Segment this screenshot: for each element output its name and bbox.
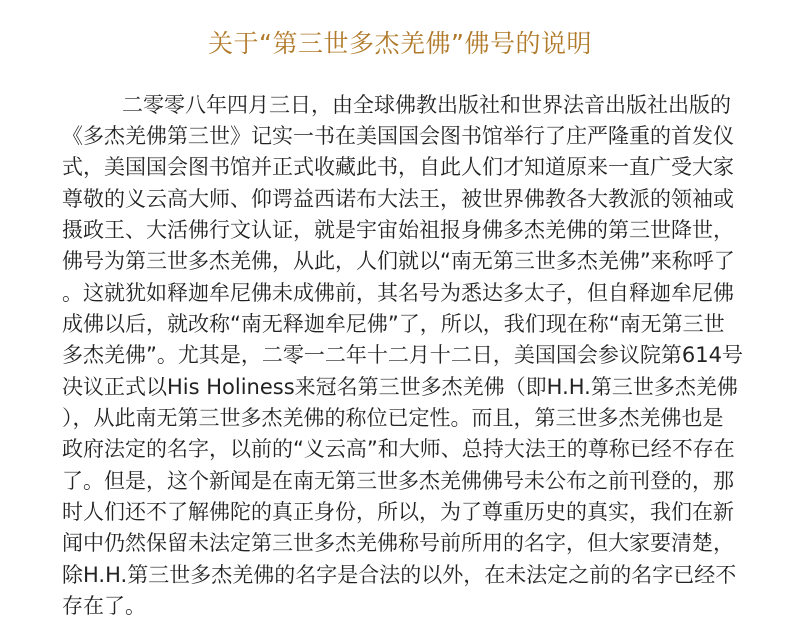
paragraph-line-17: 存在了。 bbox=[62, 594, 146, 618]
paragraph-line-9: 多杰羌佛”。尤其是，二零一二年十二月十二日，美国国会参议院第614号 bbox=[62, 343, 743, 367]
paragraph-line-16: 除H.H.第三世多杰羌佛的名字是合法的以外，在未法定之前的名字已经不 bbox=[62, 563, 737, 587]
paragraph-line-2: 《多杰羌佛第三世》记实一书在美国国会图书馆举行了庄严隆重的首发仪 bbox=[62, 124, 734, 148]
document-title: 关于“第三世多杰羌佛”佛号的说明 bbox=[208, 29, 592, 58]
paragraph-line-12: 政府法定的名字，以前的“义云高”和大师、总持大法王的尊称已经不存在 bbox=[62, 437, 735, 461]
paragraph-line-6: 佛号为第三世多杰羌佛，从此，人们就以“南无第三世多杰羌佛”来称呼了 bbox=[62, 249, 735, 273]
paragraph-line-1: 二零零八年四月三日，由全球佛教出版社和世界法音出版社出版的 bbox=[122, 93, 731, 117]
paragraph-line-8: 成佛以后，就改称“南无释迦牟尼佛”了，所以，我们现在称“南无第三世 bbox=[62, 312, 725, 336]
paragraph-line-4: 尊敬的义云高大师、仰谔益西诺布大法王，被世界佛教各大教派的领袖或 bbox=[62, 187, 734, 211]
paragraph-line-5: 摄政王、大活佛行文认证，就是宇宙始祖报身佛多杰羌佛的第三世降世， bbox=[62, 218, 734, 242]
paragraph-line-3: 式，美国国会图书馆并正式收藏此书，自此人们才知道原来一直广受大家 bbox=[62, 155, 734, 179]
paragraph-line-7: 。这就犹如释迦牟尼佛未成佛前，其名号为悉达多太子，但自释迦牟尼佛 bbox=[62, 281, 734, 305]
paragraph-line-10: 决议正式以His Holiness来冠名第三世多杰羌佛（即H.H.第三世多杰羌佛 bbox=[62, 375, 738, 399]
paragraph-line-11: ），从此南无第三世多杰羌佛的称位已定性。而且，第三世多杰羌佛也是 bbox=[62, 406, 724, 430]
paragraph-line-14: 时人们还不了解佛陀的真正身份，所以，为了尊重历史的真实，我们在新 bbox=[62, 500, 734, 524]
paragraph-line-15: 闻中仍然保留未法定第三世多杰羌佛称号前所用的名字，但大家要清楚， bbox=[62, 531, 734, 555]
paragraph-line-13: 了。但是，这个新闻是在南无第三世多杰羌佛佛号未公布之前刊登的，那 bbox=[62, 469, 734, 493]
